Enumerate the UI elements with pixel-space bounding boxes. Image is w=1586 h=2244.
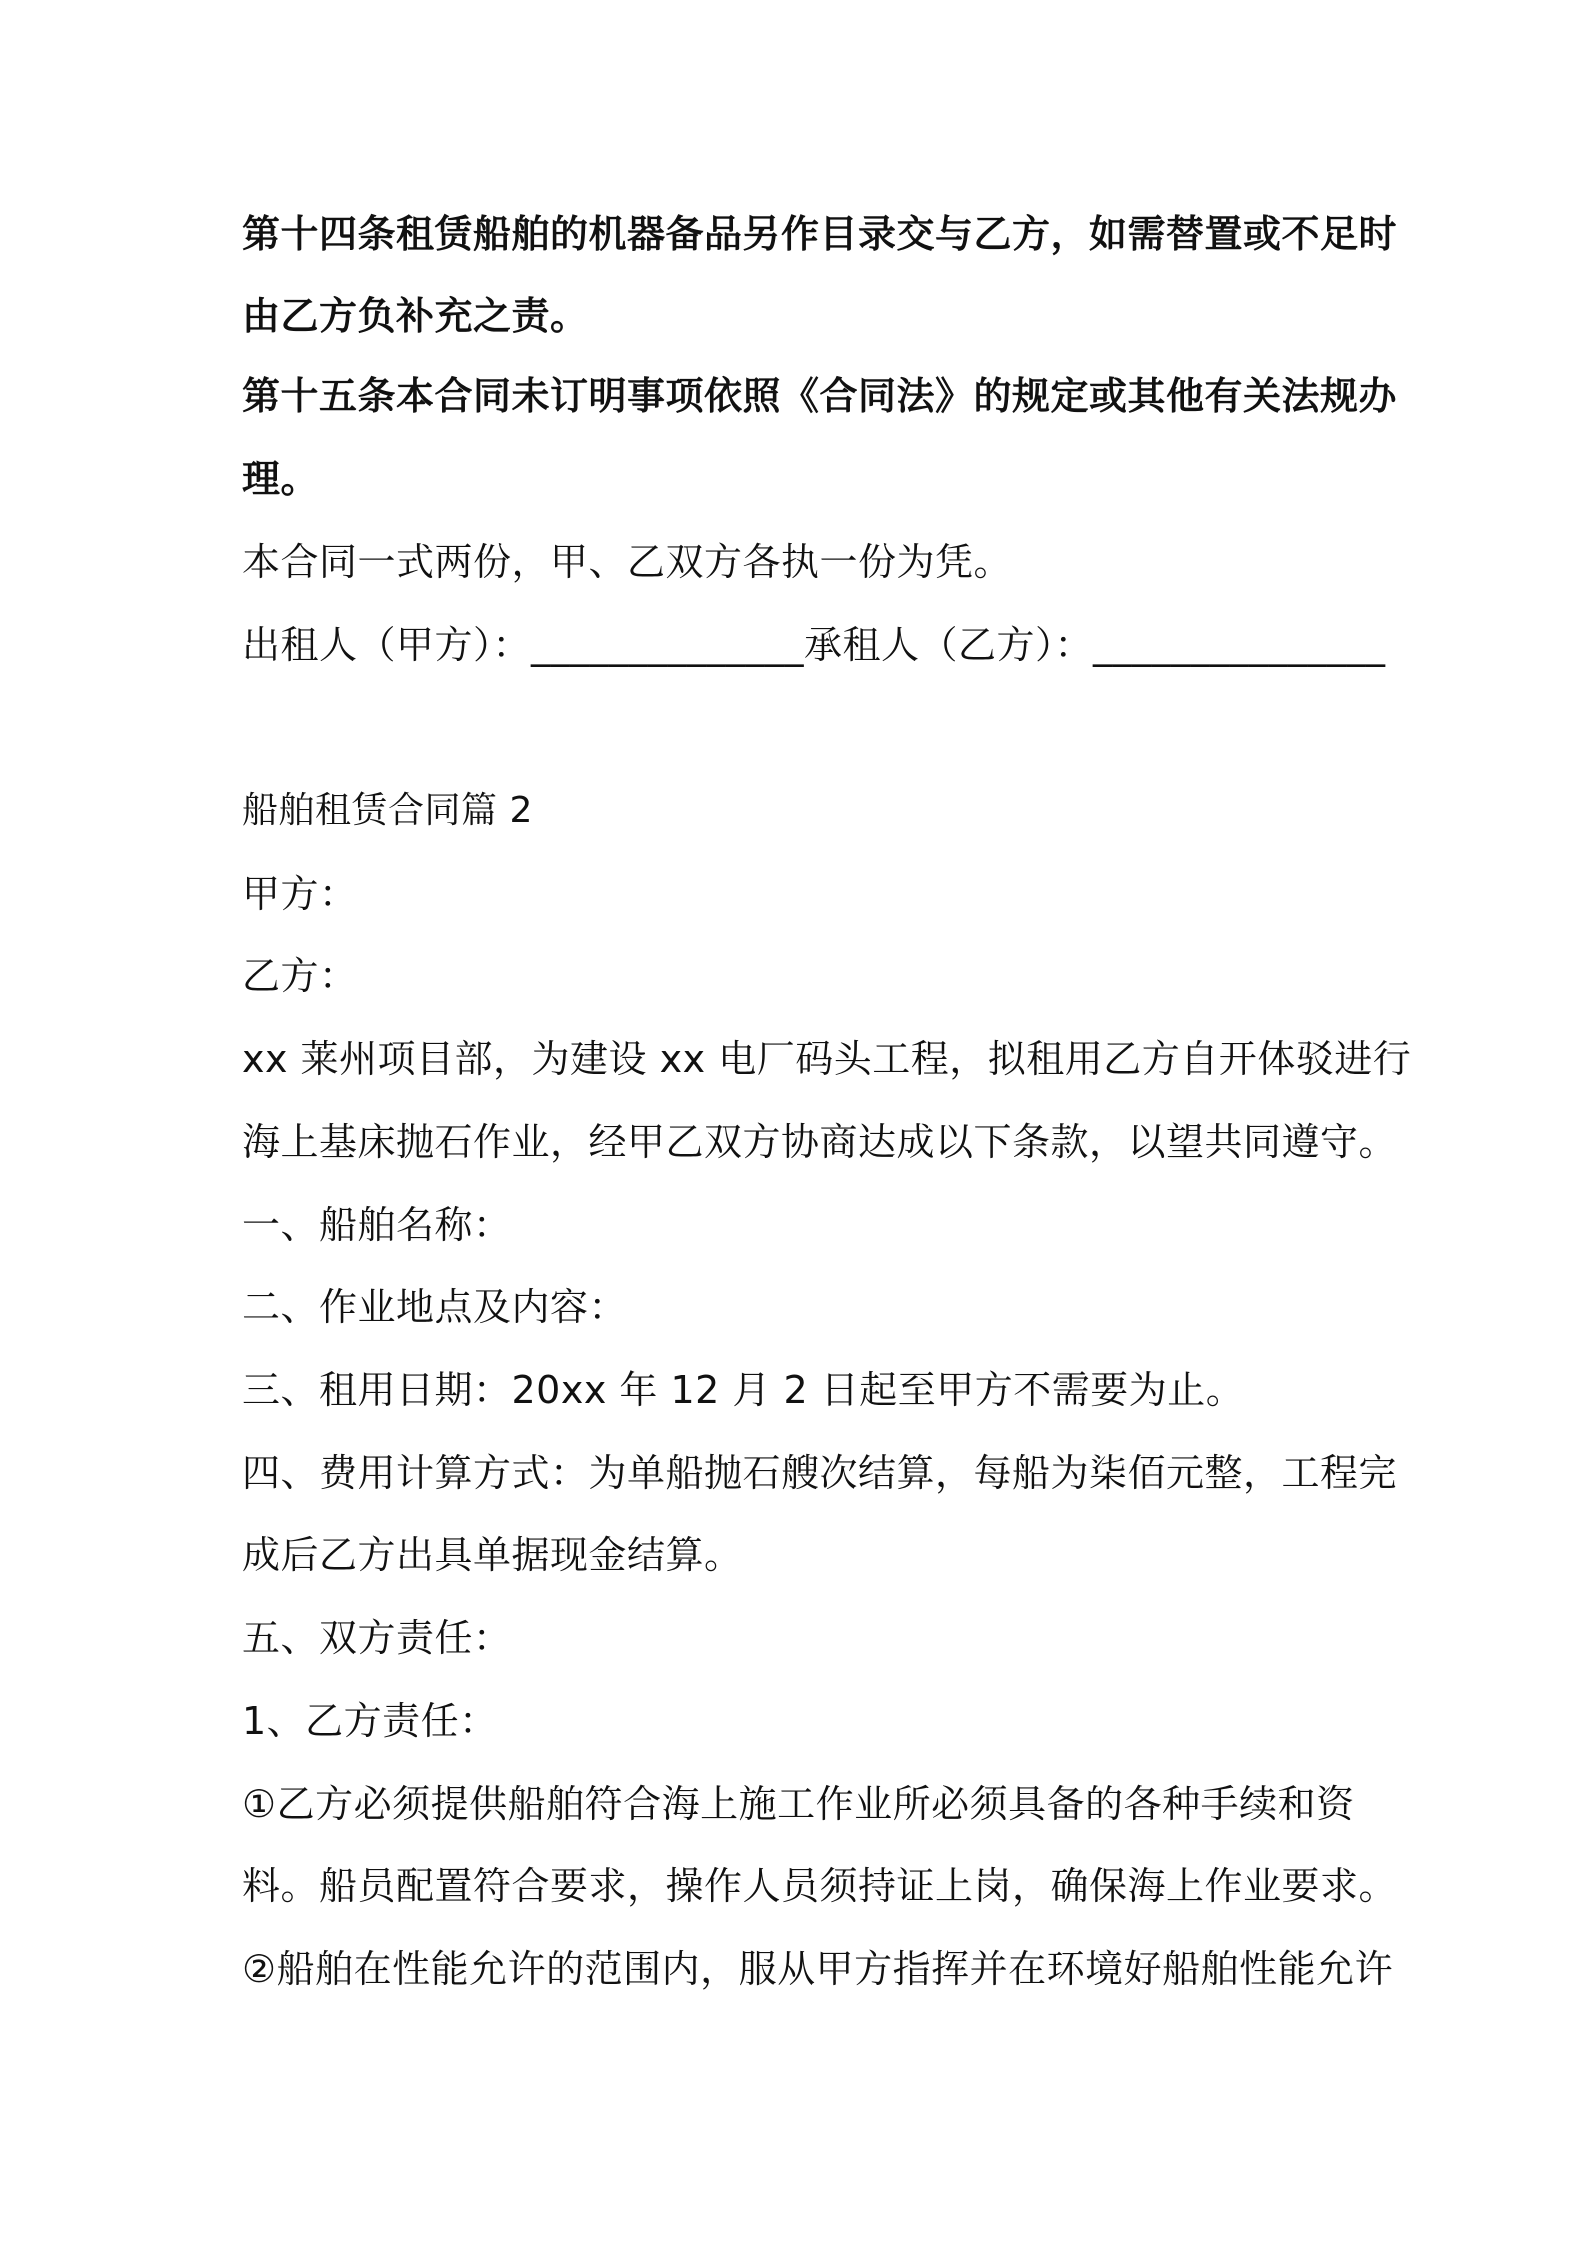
article-14-line-2: 由乙方负补充之责。 <box>242 294 589 338</box>
article-15-line-2: 理。 <box>242 457 320 501</box>
intro-line-2: 海上基床抛石作业，经甲乙双方协商达成以下条款，以望共同遵守。 <box>242 1120 1398 1164</box>
copies-statement: 本合同一式两份，甲、乙双方各执一份为凭。 <box>242 540 1013 584</box>
item-4-line-2: 成后乙方出具单据现金结算。 <box>242 1533 743 1577</box>
article-14-line-1: 第十四条租赁船舶的机器备品另作目录交与乙方，如需替置或不足时 <box>242 212 1398 256</box>
section-title: 船舶租赁合同篇 2 <box>242 790 533 831</box>
item-5-responsibilities: 五、双方责任： <box>242 1616 512 1660</box>
item-3-rental-date: 三、租用日期：20xx 年 12 月 2 日起至甲方不需要为止。 <box>242 1368 1245 1412</box>
party-b-label: 乙方： <box>242 954 358 998</box>
item-5-1-party-b: 1、乙方责任： <box>242 1699 498 1743</box>
item-4-line-1: 四、费用计算方式：为单船抛石艘次结算，每船为柒佰元整，工程完 <box>242 1451 1398 1495</box>
article-15-line-1: 第十五条本合同未订明事项依照《合同法》的规定或其他有关法规办 <box>242 374 1398 418</box>
item-1-ship-name: 一、船舶名称： <box>242 1203 512 1247</box>
clause-1-line-1: ①乙方必须提供船舶符合海上施工作业所必须具备的各种手续和资 <box>242 1782 1355 1826</box>
signature-line: 出租人（甲方）：______________承租人（乙方）：_______________ <box>242 623 1386 667</box>
clause-2-line-1: ②船舶在性能允许的范围内，服从甲方指挥并在环境好船舶性能允许 <box>242 1947 1394 1991</box>
item-2-location: 二、作业地点及内容： <box>242 1285 628 1329</box>
intro-line-1: xx 莱州项目部，为建设 xx 电厂码头工程，拟租用乙方自开体驳进行 <box>242 1037 1412 1081</box>
clause-1-line-2: 料。船员配置符合要求，操作人员须持证上岗，确保海上作业要求。 <box>242 1864 1398 1908</box>
party-a-label: 甲方： <box>242 872 358 916</box>
